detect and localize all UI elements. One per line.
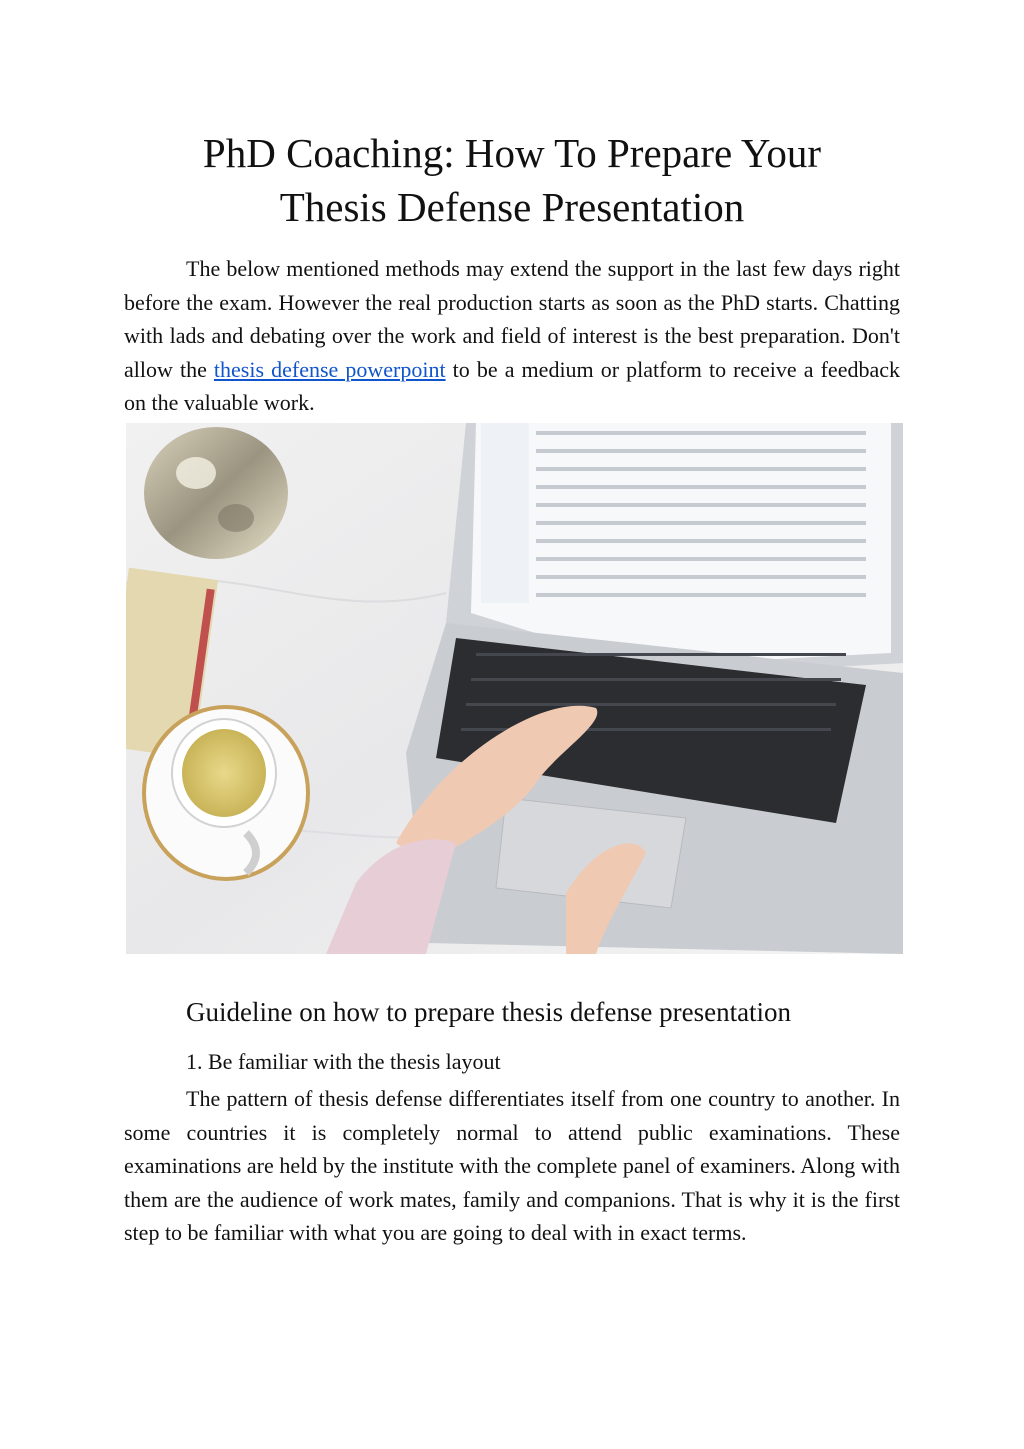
pineapple-ornament bbox=[144, 427, 288, 559]
page-title bbox=[124, 126, 900, 234]
intro-text-after-link: to be a medium or platform to receive a feedback on the valuable work. bbox=[124, 356, 900, 415]
intro-paragraph bbox=[124, 252, 900, 420]
title-line-1: PhD Coaching: How To Prepare Your bbox=[202, 130, 822, 176]
section-heading: Guideline on how to prepare thesis defense presentation bbox=[186, 997, 792, 1027]
laptop-desk-photo bbox=[126, 423, 903, 954]
title-line-2: Thesis Defense Presentation bbox=[279, 184, 745, 230]
tea-cup bbox=[144, 707, 308, 879]
item-1-heading: 1. Be familiar with the thesis layout bbox=[186, 1049, 501, 1074]
thesis-defense-powerpoint-link[interactable]: thesis defense powerpoint bbox=[213, 356, 446, 382]
intro-text-before-link: The below mentioned methods may extend the support in the last few days right before the exam. However the real production starts as soon as the PhD starts. Chatting with lads and debating over the work and field of interest is the best preparation. Don't allow the bbox=[124, 256, 900, 382]
item-1-body: The pattern of thesis defense differentiates itself from one country to another. In some countries it is completely normal to attend public examinations. These examinations are held by the institute with the complete panel of examiners. Along with them are the audience of work mates, family and companions. That is why it is the first step to be familiar with what you are going to deal with in exact terms. bbox=[124, 1086, 900, 1245]
laptop bbox=[406, 423, 903, 954]
